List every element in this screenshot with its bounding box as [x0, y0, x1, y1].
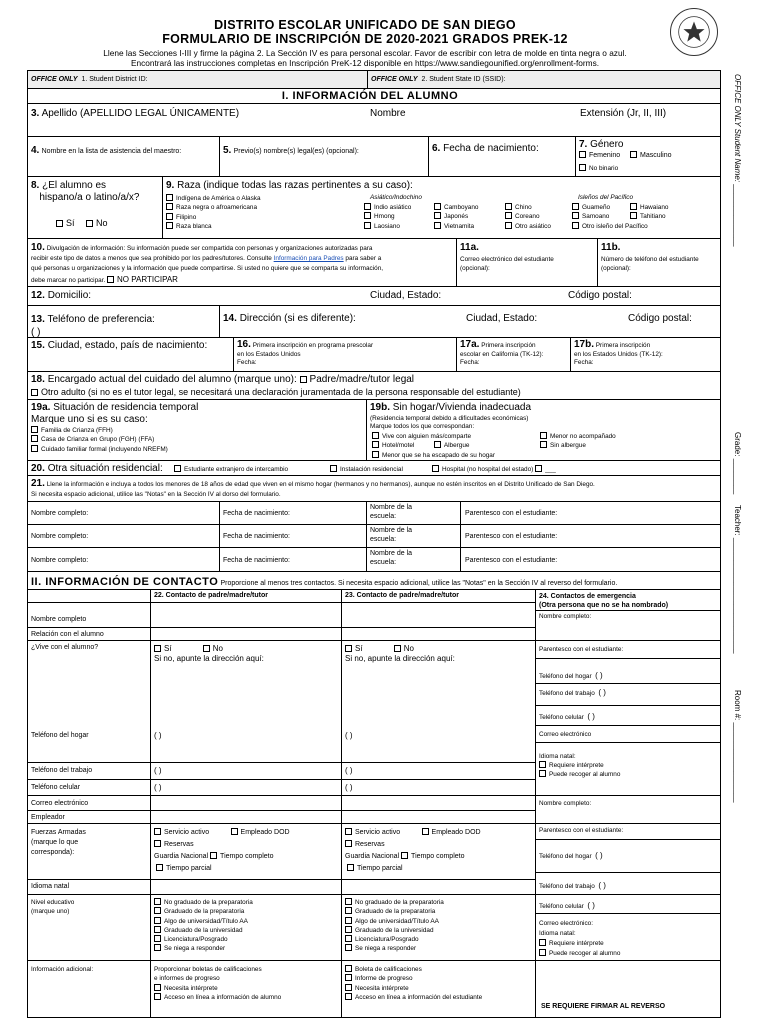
form-title-line1: DISTRITO ESCOLAR UNIFICADO DE SAN DIEGO: [214, 18, 516, 32]
checkbox-icon: [56, 220, 63, 227]
race-pacific-col1[interactable]: Guameño Samoano Otro isleño del Pacífico: [572, 203, 648, 231]
race-list-1[interactable]: Indígena de América o Alaska Raza negra o afroamericana Filipino Raza blanca: [166, 194, 261, 231]
sibling-2-birthdate[interactable]: Fecha de nacimiento:: [223, 533, 290, 540]
sibling-3-school[interactable]: Nombre de la escuela:: [370, 550, 413, 566]
field-15-birthplace[interactable]: 15. Ciudad, estado, país de nacimiento:: [31, 340, 208, 351]
sibling-3-name[interactable]: Nombre completo:: [31, 557, 89, 564]
field-12-city-state[interactable]: Ciudad, Estado:: [370, 290, 442, 301]
field-14-zip[interactable]: Código postal:: [628, 313, 692, 324]
row-home-phone: Teléfono del hogar: [31, 732, 89, 739]
field-19a-temp-residence: 19a. Situación de residencia temporal Marque uno si es su caso:: [31, 402, 199, 425]
section-2-note: Proporcione al menos tres contactos. Si necesita espacio adicional, utilice las "Notas" en la Sección IV al reverso del formulario.: [220, 580, 618, 587]
c22-home-phone[interactable]: ( ): [154, 731, 162, 740]
field-7-gender: 7. Género: [579, 139, 624, 150]
row-work-phone: Teléfono del trabajo: [31, 767, 93, 774]
residence-facility[interactable]: Instalación residencial: [330, 465, 403, 473]
field-21-siblings: 21. Llene la información e incluya a todos los menores de 18 años de edad que viven en el mismo hogar (hermanos y no hermanos), aunque no estén inscritos en el Distrito Unificado de San Diego. Si necesita espacio adicional, utilice las "Notas" en la Sección IV al dorso del formulario.: [31, 478, 595, 498]
em2-cell-phone[interactable]: Teléfono celular ( ): [539, 901, 595, 910]
checkbox-icon: [579, 151, 586, 158]
field-5-previous-names[interactable]: 5. Previo(s) nombre(s) legal(es) (opcional):: [223, 145, 359, 156]
em2-work-phone[interactable]: Teléfono del trabajo ( ): [539, 881, 606, 890]
race-asian-col2[interactable]: Camboyano Japonés Vietnamita: [434, 203, 478, 231]
row-lives-with: ¿Vive con el alumno?: [31, 644, 99, 651]
sibling-1-relation[interactable]: Parentesco con el estudiante:: [465, 510, 558, 517]
em2-email-language[interactable]: Correo electrónico: Idioma natal: Requiere intérprete Puede recoger al alumno: [539, 920, 621, 957]
race-pacific-col2[interactable]: Hawaiano Tahitiano: [630, 203, 668, 222]
section-2-title: II. INFORMACIÓN DE CONTACTO: [31, 576, 219, 588]
c22-cell-phone[interactable]: ( ): [154, 783, 162, 792]
row-full-name: Nombre completo: [31, 616, 87, 623]
field-17a-ca-enroll[interactable]: 17a. Primera inscripción escolar en California (TK-12): Fecha:: [460, 339, 544, 366]
section-1-title: I. INFORMACIÓN DEL ALUMNO: [281, 90, 459, 102]
residence-exchange[interactable]: Estudiante extranjero de intercambio: [174, 465, 288, 473]
opt-out-checkbox[interactable]: NO PARTICIPAR: [107, 275, 178, 284]
instructions-line2: Encontrará las instrucciones completas en Inscripción PreK-12 disponible en https://www.sandiegounified.org/enrollment-forms.: [130, 58, 600, 68]
row-military: Fuerzas Armadas (marque lo que corresponda):: [31, 829, 86, 856]
office-only-label: OFFICE ONLY: [31, 76, 78, 83]
sibling-2-name[interactable]: Nombre completo:: [31, 533, 89, 540]
field-20-other-residence: 20. Otra situación residencial:: [31, 463, 163, 474]
field-11a-number: 11a.: [460, 242, 479, 253]
field-11a-student-email[interactable]: Correo electrónico del estudiante (opcional):: [460, 256, 554, 272]
c23-work-phone[interactable]: ( ): [345, 766, 353, 775]
sibling-3-relation[interactable]: Parentesco con el estudiante:: [465, 557, 558, 564]
field-11b-number: 11b.: [601, 242, 621, 253]
em1-relation[interactable]: Parentesco con el estudiante:: [539, 646, 624, 653]
em2-name[interactable]: Nombre completo:: [539, 800, 592, 807]
sibling-2-school[interactable]: Nombre de la escuela:: [370, 527, 413, 543]
field-6-birthdate[interactable]: 6. Fecha de nacimiento:: [432, 143, 539, 154]
sibling-2-relation[interactable]: Parentesco con el estudiante:: [465, 533, 558, 540]
checkbox-icon: [630, 151, 637, 158]
row-relationship: Relación con el alumno: [31, 631, 104, 638]
signature-required-note: SE REQUIERE FIRMAR AL REVERSO: [541, 1003, 666, 1010]
row-additional-info: Información adicional:: [31, 966, 94, 973]
sibling-1-birthdate[interactable]: Fecha de nacimiento:: [223, 510, 290, 517]
side-grade: Grade:: [733, 432, 742, 457]
field-14-city-state[interactable]: Ciudad, Estado:: [466, 313, 538, 324]
field-10-disclosure: 10. Divulgación de información: Su información puede ser compartida con personas y organizaciones autorizadas para recibir este tipo de datos a menos que sea prohibido por los padres/tutores. Consulte Información para Padres para saber a qué personas u organizaciones y la información que puede compartirse. Si usted no quiere que se comparta su información, debe marcar no participar. NO PARTICIPAR: [31, 242, 384, 284]
field-17b-us-enroll[interactable]: 17b. Primera inscripción en los Estados Unidos (TK-12): Fecha:: [574, 339, 663, 366]
field-4-teacher-list-name[interactable]: 4. Nombre en la lista de asistencia del maestro:: [31, 145, 182, 156]
c23-military[interactable]: Servicio activo Empleado DOD Reservas Guardia Nacional Tiempo completo Tiempo parcial: [345, 829, 481, 872]
homeless-options-1[interactable]: Vive con alguien más/comparte Hotel/motel Albergue Menor que se ha escapado de su hogar: [372, 432, 495, 460]
student-state-id-label: 2. Student State ID (SSID):: [421, 76, 506, 83]
field-first-name[interactable]: Nombre: [370, 108, 406, 119]
temp-residence-options[interactable]: Familia de Crianza (FFH) Casa de Crianza en Grupo (FGH) (FFA) Cuidado familiar formal (incluyendo NREFM): [31, 426, 168, 454]
homeless-options-2[interactable]: Menor no acompañado Sin albergue: [540, 432, 616, 451]
c22-military[interactable]: Servicio activo Empleado DOD Reservas Guardia Nacional Tiempo completo Tiempo parcial: [154, 829, 290, 872]
sibling-1-name[interactable]: Nombre completo:: [31, 510, 89, 517]
field-suffix[interactable]: Extensión (Jr, II, III): [580, 108, 667, 119]
em1-cell-phone[interactable]: Teléfono celular ( ): [539, 712, 595, 721]
race-asian-col1[interactable]: Indio asiático Hmong Laosiano: [364, 203, 411, 231]
caregiver-other[interactable]: Otro adulto (si no es el tutor legal, se necesitará una declaración juramentada de la persona responsable del estudiante): [31, 387, 521, 397]
em2-home-phone[interactable]: Teléfono del hogar ( ): [539, 851, 603, 860]
asian-header: Asiático/Indochino: [370, 194, 422, 201]
pacific-header: Isleños del Pacífico: [578, 194, 634, 201]
c23-lives-with[interactable]: Sí No Si no, apunte la dirección aquí:: [345, 644, 455, 663]
field-18-caregiver: 18. Encargado actual del cuidado del alumno (marque uno): Padre/madre/tutor legal: [31, 374, 415, 385]
field-12-address[interactable]: 12. Domicilio:: [31, 290, 92, 301]
hispanic-no[interactable]: No: [86, 218, 108, 228]
em1-name[interactable]: Nombre completo:: [539, 613, 592, 620]
parent-info-link[interactable]: Información para Padres: [273, 255, 344, 263]
em2-relation[interactable]: Parentesco con el estudiante:: [539, 827, 624, 834]
gender-female[interactable]: Femenino: [579, 151, 620, 159]
side-teacher: Teacher:: [733, 505, 742, 536]
hispanic-yes[interactable]: Sí: [56, 218, 75, 228]
field-14-alt-address[interactable]: 14. Dirección (si es diferente):: [223, 313, 356, 324]
em1-email[interactable]: Correo electrónico: [539, 731, 592, 738]
sibling-1-school[interactable]: Nombre de la escuela:: [370, 504, 413, 520]
field-12-zip[interactable]: Código postal:: [568, 290, 632, 301]
c22-additional[interactable]: Proporcionar boletas de calificaciones e informes de progreso Necesita intérprete Acceso en línea a información de alumno: [154, 966, 282, 1001]
homeless-note: (Residencia temporal debido a dificultades económicas): [370, 415, 529, 422]
em1-work-phone[interactable]: Teléfono del trabajo ( ): [539, 688, 606, 697]
field-8-hispanic: 8. ¿El alumno es hispano/a o latino/a/x?: [31, 180, 140, 203]
c23-education[interactable]: No graduado de la preparatoria Graduado de la preparatoria Algo de universidad/Título AA Graduado de la universidad Licenciatura/Posgrado Se niega a responder: [345, 898, 444, 954]
row-education: Nivel educativo (marque uno): [31, 899, 75, 915]
district-seal-logo: [670, 8, 718, 56]
sibling-3-birthdate[interactable]: Fecha de nacimiento:: [223, 557, 290, 564]
field-9-race: 9. Raza (indique todas las razas pertinentes a su caso):: [166, 180, 413, 191]
field-11b-student-phone[interactable]: Número de teléfono del estudiante (opcional):: [601, 256, 699, 272]
contact-23-header: 23. Contacto de padre/madre/tutor: [345, 592, 459, 599]
row-employer: Empleador: [31, 814, 65, 821]
office-only-label-2: OFFICE ONLY: [371, 76, 418, 83]
gender-nonbinary[interactable]: No binario: [579, 164, 618, 172]
c22-work-phone[interactable]: ( ): [154, 766, 162, 775]
student-district-id-label: 1. Student District ID:: [81, 76, 148, 83]
contact-24-header: 24. Contactos de emergencia (Otra persona que no se ha nombrado): [539, 593, 669, 609]
row-cell-phone: Teléfono celular: [31, 784, 81, 791]
field-19b-homeless: 19b. Sin hogar/Vivienda inadecuada: [370, 402, 532, 413]
c23-additional[interactable]: Boleta de calificaciones Informe de progreso Necesita intérprete Acceso en línea a información del estudiante: [345, 965, 482, 1002]
residence-hospital[interactable]: Hospital (no hospital del estado) ___: [432, 465, 556, 473]
row-native-language: Idioma natal: [31, 883, 70, 890]
instructions-line1: Llene las Secciones I-III y firme la página 2. La Sección IV es para personal escolar. Favor de escribir con letra de molde en tinta negra o azul.: [103, 48, 627, 58]
form-title-line2: FORMULARIO DE INSCRIPCIÓN DE 2020-2021 GRADOS PREK-12: [162, 32, 568, 46]
em1-home-phone[interactable]: Teléfono del hogar ( ): [539, 671, 603, 680]
em1-language[interactable]: Idioma natal: Requiere intérprete Puede recoger al alumno: [539, 753, 621, 778]
checkbox-icon: [579, 164, 586, 171]
side-office-only-student-name: OFFICE ONLY Student Name:: [733, 74, 742, 183]
field-16-preschool-enroll[interactable]: 16. Primera inscripción en programa prescolar en los Estados Unidos Fecha:: [237, 339, 374, 366]
side-room: Room #:: [733, 690, 742, 721]
checkbox-icon: [86, 220, 93, 227]
field-13-phone[interactable]: 13. Teléfono de preferencia: ( ): [31, 314, 155, 338]
homeless-instruction: Marque todos los que correspondan:: [370, 423, 475, 430]
caregiver-parent[interactable]: Padre/madre/tutor legal: [300, 374, 415, 385]
contact-22-header: 22. Contacto de padre/madre/tutor: [154, 592, 268, 599]
row-email: Correo electrónico: [31, 800, 89, 807]
c22-education[interactable]: No graduado de la preparatoria Graduado de la preparatoria Algo de universidad/Título AA Graduado de la universidad Licenciatura/Posgrado Se niega a responder: [154, 898, 253, 954]
gender-male[interactable]: Masculino: [630, 151, 672, 159]
c23-cell-phone[interactable]: ( ): [345, 783, 353, 792]
c23-home-phone[interactable]: ( ): [345, 731, 353, 740]
field-3-last-name[interactable]: 3. Apellido (APELLIDO LEGAL ÚNICAMENTE): [31, 108, 240, 119]
race-asian-col3[interactable]: Chino Coreano Otro asiático: [505, 203, 551, 231]
c22-lives-with[interactable]: Sí No Si no, apunte la dirección aquí:: [154, 644, 264, 663]
